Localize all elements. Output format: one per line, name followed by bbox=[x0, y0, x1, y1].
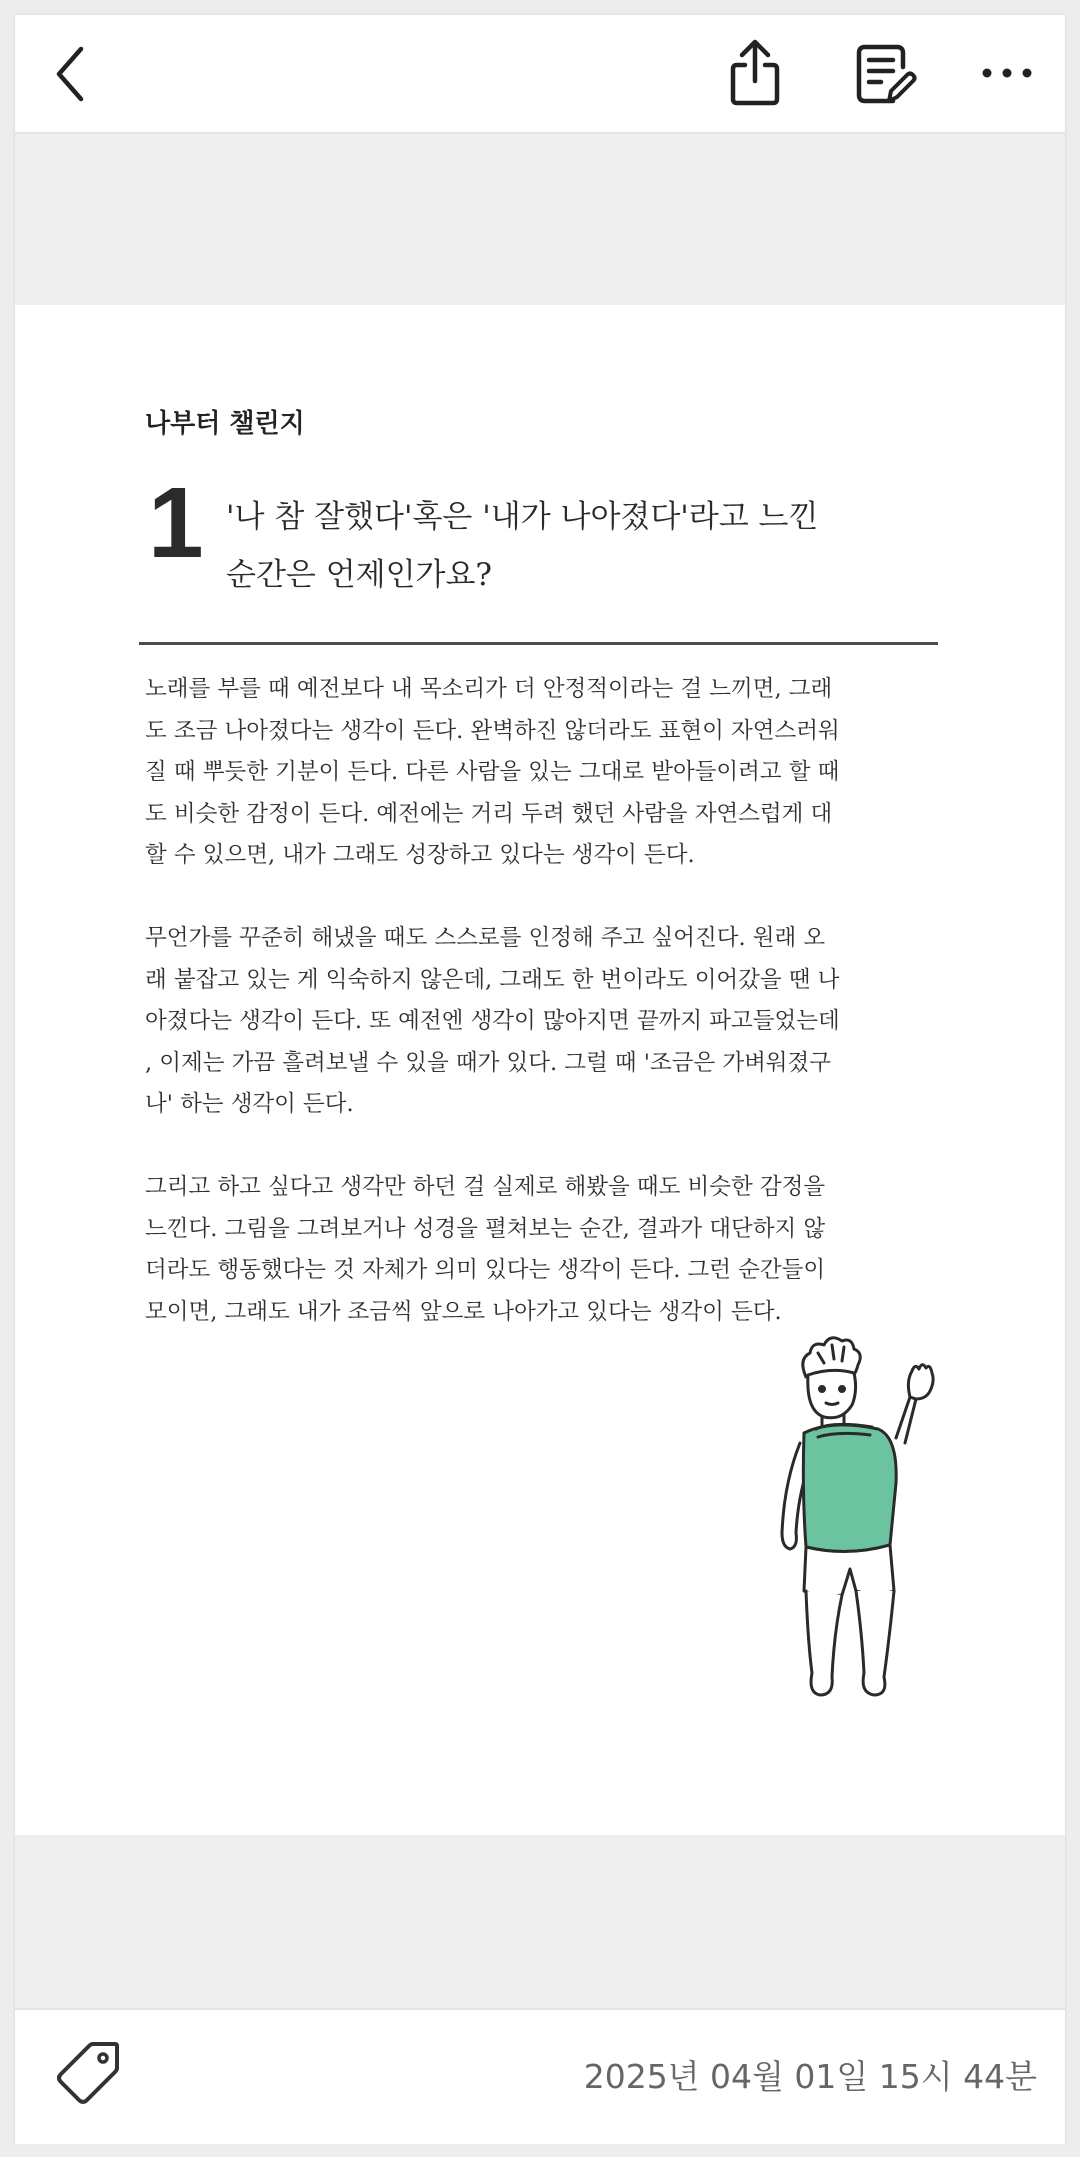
question-number: 1 bbox=[148, 467, 204, 579]
memo-datetime: 2025년 04월 01일 15시 44분 bbox=[583, 2057, 1037, 2096]
text-line: 도 비슷한 감정이 든다. 예전에는 거리 두려 했던 사람을 자연스럽게 대 bbox=[145, 800, 833, 827]
question-text bbox=[226, 488, 966, 604]
chevron-left-icon[interactable] bbox=[43, 43, 105, 105]
text-line: 모이면, 그래도 내가 조금씩 앞으로 나아가고 있다는 생각이 든다. bbox=[145, 1298, 782, 1325]
series-title: 나부터 챌린지 bbox=[145, 409, 305, 439]
document-page bbox=[15, 305, 1065, 1835]
waving-person-illustration bbox=[772, 1333, 968, 1701]
share-icon[interactable] bbox=[725, 37, 785, 109]
text-line: 그리고 하고 싶다고 생각만 하던 걸 실제로 해봤을 때도 비슷한 감정을 bbox=[145, 1174, 826, 1200]
answer-body bbox=[145, 669, 945, 1375]
text-line: 나' 하는 생각이 든다. bbox=[145, 1091, 354, 1117]
text-line: 느낀다. 그림을 그려보거나 성경을 펼쳐보는 순간, 결과가 대단하지 않 bbox=[145, 1215, 826, 1242]
paragraph bbox=[145, 918, 945, 1126]
question-line: '나 참 잘했다'혹은 '내가 나아졌다'라고 느낀 bbox=[226, 499, 819, 535]
question-line: 순간은 언제인가요? bbox=[226, 557, 493, 593]
text-line: 더라도 행동했다는 것 자체가 의미 있다는 생각이 든다. 그런 순간들이 bbox=[145, 1257, 826, 1283]
memo-edit-icon[interactable] bbox=[853, 41, 917, 107]
text-line: 할 수 있으면, 내가 그래도 성장하고 있다는 생각이 든다. bbox=[145, 842, 695, 868]
more-horizontal-icon[interactable] bbox=[979, 53, 1035, 93]
text-line: 아졌다는 생각이 든다. 또 예전엔 생각이 많아지면 끝까지 파고들었는데 bbox=[145, 1008, 840, 1034]
text-line: 래 붙잡고 있는 게 익숙하지 않은데, 그래도 한 번이라도 이어갔을 땐 나 bbox=[145, 966, 840, 993]
text-line: 노래를 부를 때 예전보다 내 목소리가 더 안정적이라는 걸 느끼면, 그래 bbox=[145, 676, 833, 702]
tag-icon[interactable] bbox=[53, 2038, 123, 2108]
paragraph bbox=[145, 669, 945, 877]
app-frame bbox=[15, 15, 1065, 2142]
top-toolbar bbox=[15, 15, 1065, 134]
text-line: 도 조금 나아졌다는 생각이 든다. 완벽하진 않더라도 표현이 자연스러워 bbox=[145, 717, 840, 744]
divider bbox=[139, 642, 938, 645]
text-line: , 이제는 가끔 흘려보낼 수 있을 때가 있다. 그럴 때 '조금은 가벼워졌구 bbox=[145, 1049, 832, 1076]
bottom-bar bbox=[15, 2008, 1065, 2144]
paragraph bbox=[145, 1167, 945, 1333]
text-line: 질 때 뿌듯한 기분이 든다. 다른 사람을 있는 그대로 받아들이려고 할 때 bbox=[145, 759, 840, 785]
text-line: 무언가를 꾸준히 해냈을 때도 스스로를 인정해 주고 싶어진다. 원래 오 bbox=[145, 925, 826, 951]
